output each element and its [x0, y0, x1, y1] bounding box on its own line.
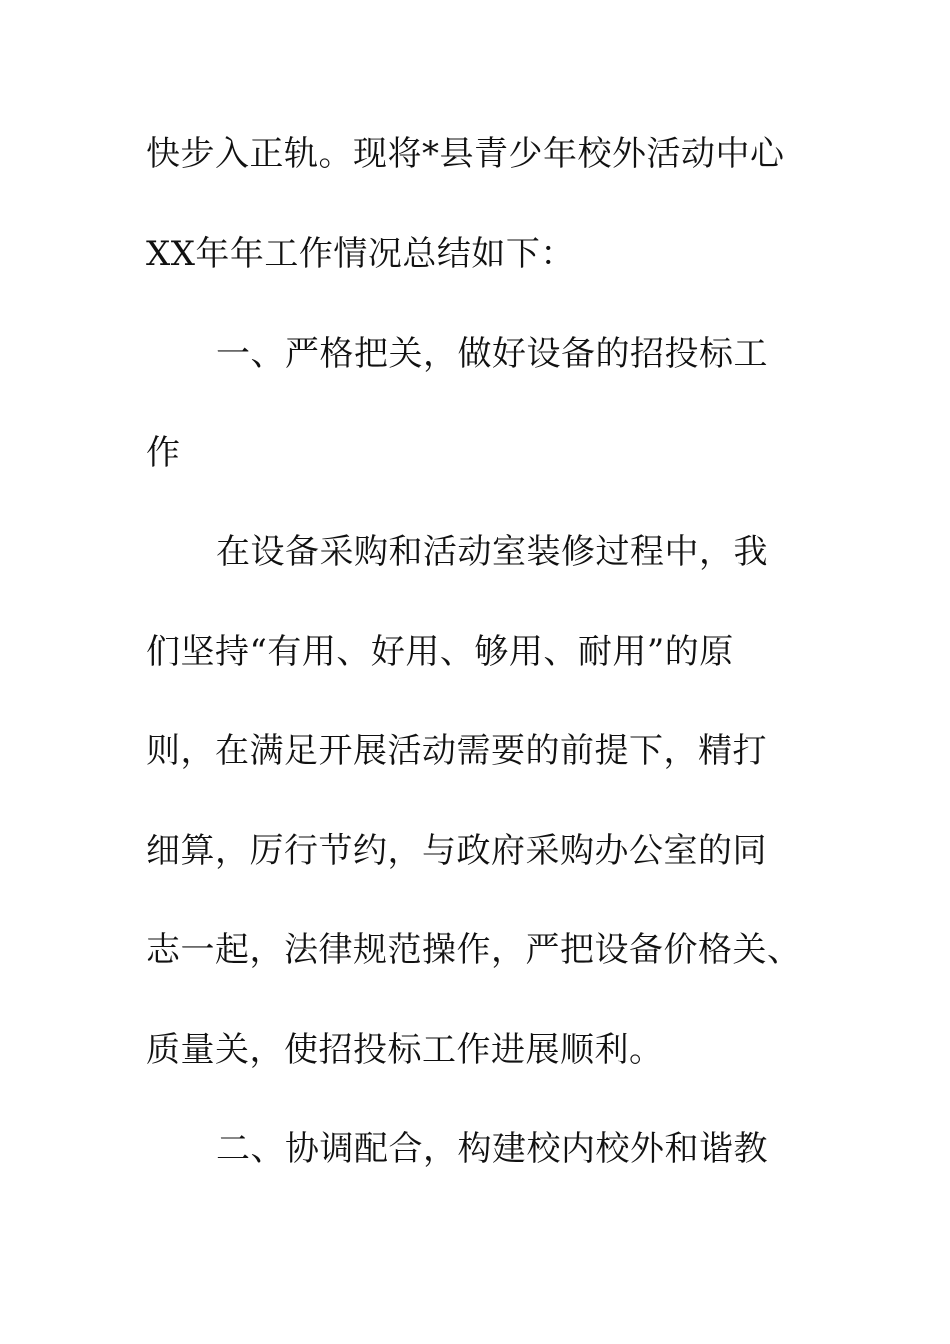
- paragraph-line-8: 质量关，使招投标工作进展顺利。: [146, 1030, 664, 1070]
- paragraph-line-3: 在设备采购和活动室装修过程中，我: [216, 532, 768, 572]
- section-heading-1-line-1: 一、严格把关，做好设备的招投标工: [216, 334, 768, 374]
- paragraph-line-4: 们坚持“有用、好用、够用、耐用”的原: [146, 632, 734, 672]
- section-heading-1-line-2: 作: [146, 433, 181, 473]
- paragraph-line-7: 志一起，法律规范操作，严把设备价格关、: [146, 930, 802, 970]
- section-heading-2-line-1: 二、协调配合，构建校内校外和谐教: [216, 1129, 768, 1169]
- paragraph-line-1: 快步入正轨。现将*县青少年校外活动中心: [146, 134, 785, 174]
- paragraph-line-5: 则，在满足开展活动需要的前提下，精打: [146, 731, 767, 771]
- paragraph-line-2: XX年年工作情况总结如下：: [146, 234, 575, 274]
- paragraph-line-6: 细算，厉行节约，与政府采购办公室的同: [146, 831, 767, 871]
